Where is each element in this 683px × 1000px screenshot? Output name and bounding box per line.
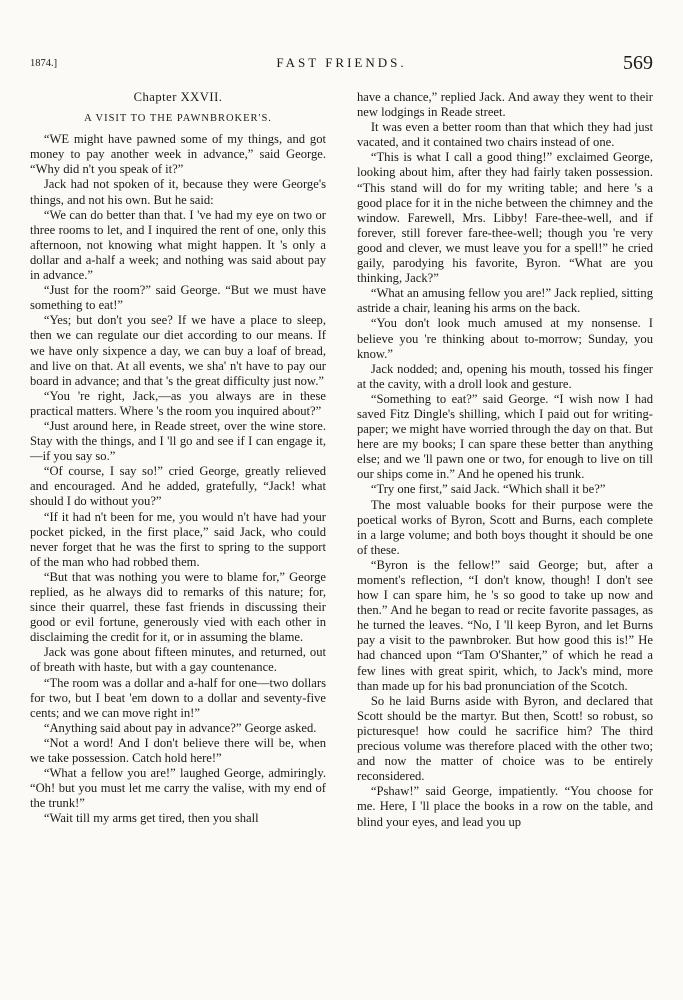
paragraph: “We can do better than that. I 've had my eye on two or three rooms to let, and I inquired the rent of one, only this afternoon, not knowing what might happen. It 's only a dollar and a-half a week; and nothing was said about pay in advance.” xyxy=(30,207,326,283)
paragraph: Jack had not spoken of it, because they were George's things, and not his own. But he said: xyxy=(30,177,326,207)
paragraph: “You don't look much amused at my nonsense. I believe you 're thinking about to-morrow; Sunday, you know.” xyxy=(357,316,653,361)
chapter-heading: Chapter XXVII. xyxy=(133,90,223,104)
paragraph: Jack was gone about fifteen minutes, and returned, out of breath with haste, but with a gay countenance. xyxy=(30,645,326,675)
paragraph: “Yes; but don't you see? If we have a place to sleep, then we can regulate our diet according to our means. If we have only sixpence a day, we can buy a loaf of bread, and live on that. At all events, we sha' n't have to pay our board in advance; and that 's the great difficulty just now.” xyxy=(30,313,326,388)
paragraph: have a chance,” replied Jack. And away they went to their new lodgings in Reade street. xyxy=(357,90,653,120)
paragraph: “This is what I call a good thing!” exclaimed George, looking about him, after they had fairly taken possession. “This stand will do for my writing table; and here 's a good place for it in the niche between the chimney and the window. Farewell, Mrs. Libby! Fare-thee-well, and if forever, still forever fare-thee-well; though you 're very good and clever, we must leave you for a spell!” he cried gaily, parodying his favorite, Byron. “What are you thinking, Jack?” xyxy=(357,150,653,286)
paragraph: “WE might have pawned some of my things, and got money to pay another week in advance,” said George. “Why did n't you speak of it?” xyxy=(30,132,326,177)
running-head-title: FAST FRIENDS. xyxy=(276,55,407,70)
paragraph: “Pshaw!” said George, impatiently. “You choose for me. Here, I 'll place the books in a row on the table, and blind your eyes, and lead you up xyxy=(357,784,653,829)
running-head xyxy=(30,52,653,76)
paragraph: “You 're right, Jack,—as you always are in these practical matters. Where 's the room you inquired about?” xyxy=(30,388,326,418)
right-column xyxy=(357,90,653,830)
paragraph: “If it had n't been for me, you would n't have had your pocket picked, in the first place,” said Jack, who could never forget that he was the first to spring to the support of the man who had robbed them. xyxy=(30,509,326,569)
left-column xyxy=(30,90,326,827)
paragraph: So he laid Burns aside with Byron, and declared that Scott should be the martyr. But then, Scott! so robust, so picturesque! how could he sacrifice him? The third precious volume was therefore placed with the other two; and now the matter of choice was to be entirely reconsidered. xyxy=(357,693,653,784)
running-head-date: 1874.] xyxy=(30,58,58,69)
paragraph: “Something to eat?” said George. “I wish now I had saved Fitz Dingle's shilling, which I paid out for writing-paper; we might have worried through the day on that. But here are my books; I can spare these better than anything else; and we 'll pawn one or two, for enough to live on till our ships come in.” And he opened his trunk. xyxy=(357,391,653,482)
paragraph: “The room was a dollar and a-half for one—two dollars for two, but I beat 'em down to a dollar and seventy-five cents; and we can move right in!” xyxy=(30,675,326,720)
paragraph: Jack nodded; and, opening his mouth, tossed his finger at the cavity, with a droll look and gesture. xyxy=(357,361,653,391)
paragraph: “Of course, I say so!” cried George, greatly relieved and encouraged. And he added, gratefully, “Jack! what should I do without you?” xyxy=(30,464,326,509)
paragraph: The most valuable books for their purpose were the poetical works of Byron, Scott and Burns, each complete in a large volume; and both boys thought it should be one of these. xyxy=(357,497,653,557)
paragraph: “What an amusing fellow you are!” Jack replied, sitting astride a chair, leaning his arms on the back. xyxy=(357,286,653,316)
paragraph: “Wait till my arms get tired, then you shall xyxy=(43,811,259,826)
paragraph: “Just for the room?” said George. “But we must have something to eat!” xyxy=(30,283,326,313)
paragraph: “Not a word! And I don't believe there will be, when we take possession. Catch hold here!” xyxy=(30,735,326,766)
page-number: 569 xyxy=(623,52,653,74)
paragraph: “What a fellow you are!” laughed George, admiringly. “Oh! but you must let me carry the valise, with my end of the trunk!” xyxy=(30,766,326,811)
paragraph: “Anything said about pay in advance?” George asked. xyxy=(43,720,317,735)
paragraph: “Try one first,” said Jack. “Which shall it be?” xyxy=(370,482,606,497)
paragraph: “Just around here, in Reade street, over the wine store. Stay with the things, and I 'll go and see if I can engage it,—if you say so.” xyxy=(30,418,326,464)
chapter-subtitle: A VISIT TO THE PAWNBROKER'S. xyxy=(84,113,272,125)
paragraph: It was even a better room than that which they had just vacated, and it contained two chairs instead of one. xyxy=(357,120,653,150)
paragraph: “Byron is the fellow!” said George; but, after a moment's reflection, “I don't know, though! I don't see how I can spare him, he 's so good to take up now and then.” And he began to read or recite favorite passages, as he turned the leaves. “No, I 'll keep Byron, and let Burns pay a visit to the pawnbroker. But how good this is!” He had chanced upon “Tam O'Shanter,” of which he read a few lines with great spirit, which, to Jack's mind, more than made up for his bad pronunciation of the Scotch. xyxy=(357,557,653,693)
paragraph: “But that was nothing you were to blame for,” George replied, as he always did to remarks of this nature; for, since their quarrel, these fast friends in discussing their good or evil fortune, generously vied with each other in disclaiming the credit for it, or in assuming the blame. xyxy=(30,569,326,645)
